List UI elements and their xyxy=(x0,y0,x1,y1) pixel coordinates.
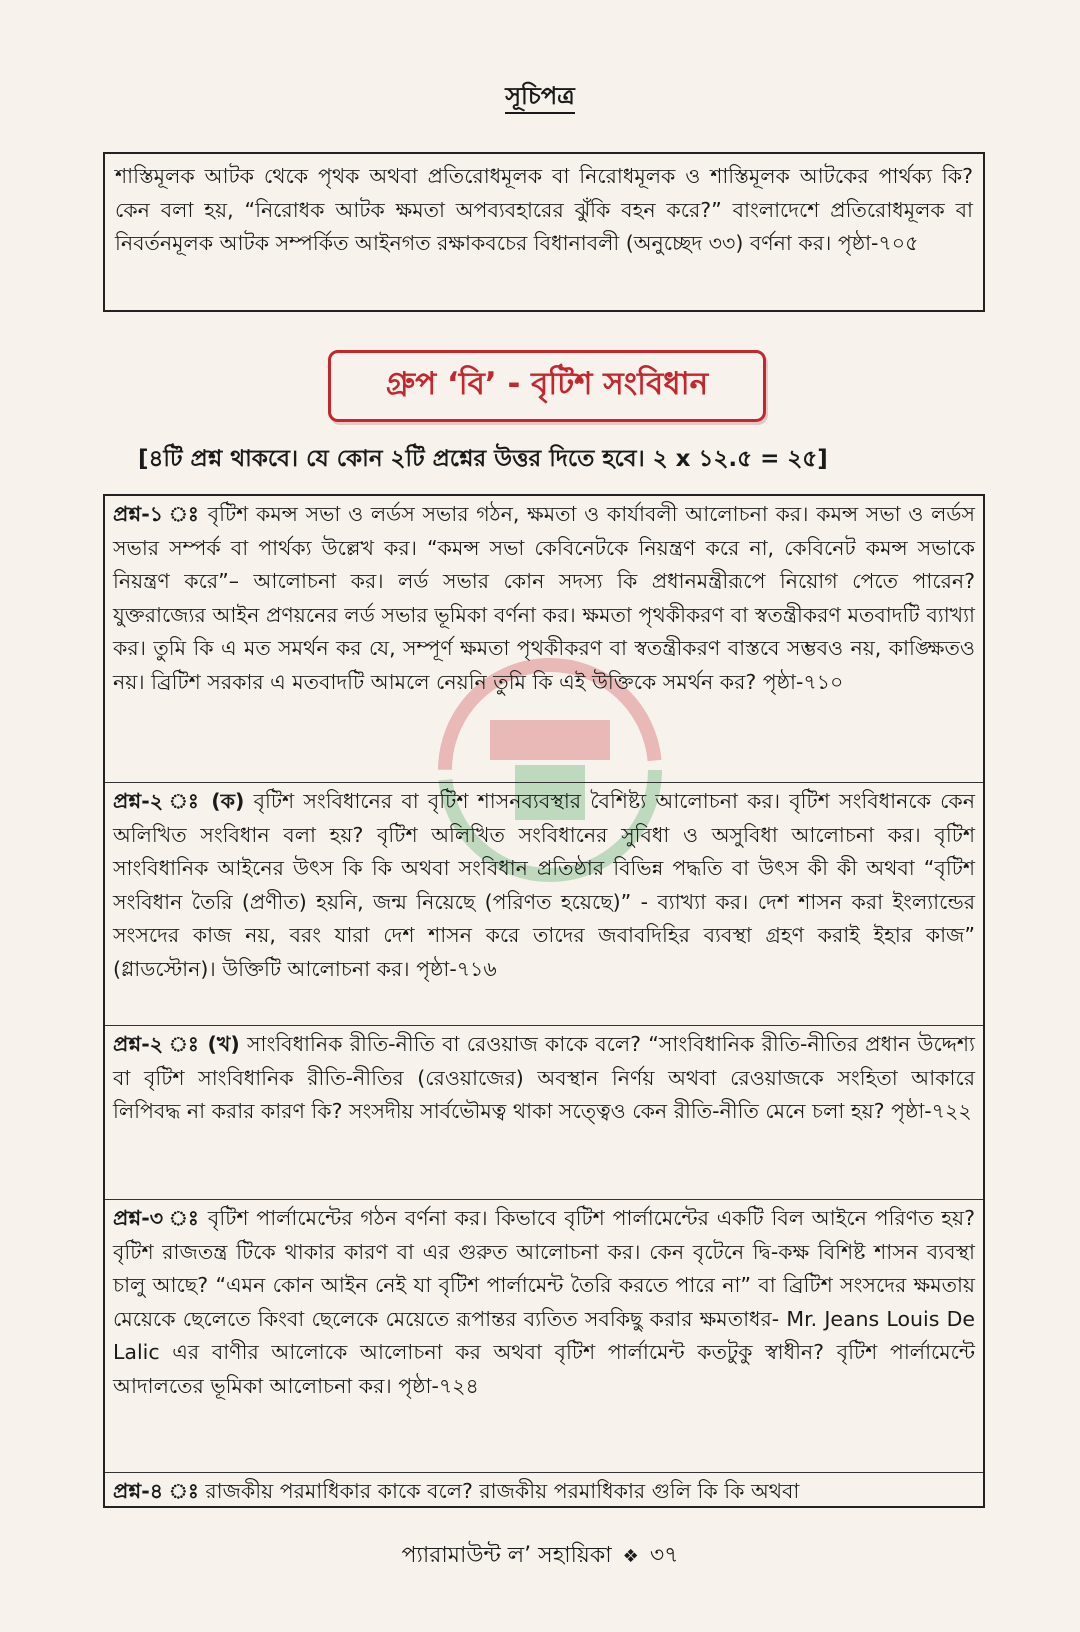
question-text: বৃটিশ কমন্স সভা ও লর্ডস সভার গঠন, ক্ষমতা ও কার্যাবলী আলোচনা কর। কমন্স সভা ও লর্ডস সভার সম্পর্ক বা পার্থক্য উল্লেখ কর। “কমন্স সভা কেবিনেটকে নিয়ন্ত্রণ করে না, কেবিনেট কমন্স সভাকে নিয়ন্ত্রণ করে”– আলোচনা কর। লর্ড সভার কোন সদস্য কি প্রধানমন্ত্রীরূপে নিয়োগ পেতে পারেন? যুক্তরাজ্যের আইন প্রণয়নের লর্ড সভার ভূমিকা বর্ণনা কর। ক্ষমতা পৃথকীকরণ বা স্বতন্ত্রীকরণ মতবাদটি ব্যাখ্যা কর। তুমি কি এ মত সমর্থন কর যে, সম্পূর্ণ ক্ষমতা পৃথকীকরণ বা স্বতন্ত্রীকরণ বাস্তবে সম্ভবও নয়, কাঙ্ক্ষিতও নয়। ব্রিটিশ সরকার এ মতবাদটি আমলে নেয়নি তুমি কি এই উক্তিকে সমর্থন কর? পৃষ্ঠা-৭১০ xyxy=(113,502,975,694)
intro-question-text: শাস্তিমূলক আটক থেকে পৃথক অথবা প্রতিরোধমূলক বা নিরোধমূলক ও শাস্তিমূলক আটকের পার্থক্য কি? কেন বলা হয়, “নিরোধক আটক ক্ষমতা অপব্যবহারের ঝুঁকি বহন করে?” বাংলাদেশে প্রতিরোধমূলক বা নিবর্তনমূলক আটক সম্পর্কিত আইনগত রক্ষাকবচের বিধানাবলী (অনুচ্ছেদ ৩৩) বর্ণনা কর। পৃষ্ঠা-৭০৫ xyxy=(115,164,973,255)
question-text: রাজকীয় পরমাধিকার কাকে বলে? রাজকীয় পরমাধিকার গুলি কি কি অথবা xyxy=(205,1479,800,1503)
question-row xyxy=(105,783,983,1026)
footer-separator-icon: ❖ xyxy=(622,1546,639,1567)
question-row xyxy=(105,496,983,783)
question-number: প্রশ্ন-৩ ঃ xyxy=(113,1206,201,1230)
page-number: ৩৭ xyxy=(649,1543,679,1568)
question-row xyxy=(105,1026,983,1200)
group-title: গ্রুপ ‘বি’ - বৃটিশ সংবিধান xyxy=(385,366,709,402)
page-title: সূচিপত্র xyxy=(505,82,575,114)
page-header xyxy=(0,78,1080,118)
intro-question-box xyxy=(103,152,985,312)
book-title: প্যারামাউন্ট ল’ সহায়িকা xyxy=(401,1543,612,1568)
question-row xyxy=(105,1473,983,1506)
questions-table xyxy=(103,494,985,1508)
group-title-box xyxy=(328,350,766,422)
marks-instruction: [৪টি প্রশ্ন থাকবে। যে কোন ২টি প্রশ্নের উত্তর দিতে হবে। ২ x ১২.৫ = ২৫] xyxy=(138,446,828,472)
question-number: প্রশ্ন-৪ ঃ xyxy=(113,1479,199,1503)
question-number: প্রশ্ন-১ ঃ xyxy=(113,502,201,526)
question-text: বৃটিশ সংবিধানের বা বৃটিশ শাসনব্যবস্থার বৈশিষ্ট্য আলোচনা কর। বৃটিশ সংবিধানকে কেন অলিখিত সংবিধান বলা হয়? বৃটিশ অলিখিত সংবিধানের সুবিধা ও অসুবিধা আলোচনা কর। বৃটিশ সাংবিধানিক আইনের উৎস কি কি অথবা সংবিধান প্রতিষ্ঠার বিভিন্ন পদ্ধতি বা উৎস কী কী অথবা “বৃটিশ সংবিধান তৈরি (প্রণীত) হয়নি, জন্ম নিয়েছে (পরিণত হয়েছে)” - ব্যাখ্যা কর। দেশ শাসন করা ইংল্যান্ডের সংসদের কাজ নয়, বরং যারা দেশ শাসন করে তাদের জবাবদিহির ব্যবস্থা গ্রহণ করাই ইহার কাজ” (গ্লাডস্টোন)। উক্তিটি আলোচনা কর। পৃষ্ঠা-৭১৬ xyxy=(113,789,975,981)
question-number: প্রশ্ন-২ ঃ (খ) xyxy=(113,1032,240,1056)
question-text: বৃটিশ পার্লামেন্টের গঠন বর্ণনা কর। কিভাবে বৃটিশ পার্লামেন্টের একটি বিল আইনে পরিণত হয়? বৃটিশ রাজতন্ত্র টিকে থাকার কারণ বা এর গুরুত আলোচনা কর। কেন বৃটেনে দ্বি-কক্ষ বিশিষ্ট শাসন ব্যবস্থা চালু আছে? “এমন কোন আইন নেই যা বৃটিশ পার্লামেন্ট তৈরি করতে পারে না” বা ব্রিটিশ সংসদের ক্ষমতায় মেয়েকে ছেলেতে কিংবা ছেলেকে মেয়েতে রূপান্তর ব্যতিত সবকিছু করার ক্ষমতাধর- Mr. Jeans Louis De Lalic এর বাণীর আলোকে আলোচনা কর অথবা বৃটিশ পার্লামেন্ট কতটুকু স্বাধীন? বৃটিশ পার্লামেন্টে আদালতের ভূমিকা আলোচনা কর। পৃষ্ঠা-৭২৪ xyxy=(113,1206,975,1398)
question-text: সাংবিধানিক রীতি-নীতি বা রেওয়াজ কাকে বলে? “সাংবিধানিক রীতি-নীতির প্রধান উদ্দেশ্য বা বৃটিশ সাংবিধানিক রীতি-নীতির (রেওয়াজের) অবস্থান নির্ণয় অথবা রেওয়াজকে সংহিতা আকারে লিপিবদ্ধ না করার কারণ কি? সংসদীয় সার্বভৌমত্ব থাকা সত্ত্বেও কেন রীতি-নীতি মেনে চলা হয়? পৃষ্ঠা-৭২২ xyxy=(113,1032,975,1124)
question-row xyxy=(105,1200,983,1473)
page-footer xyxy=(0,1538,1080,1575)
question-number: প্রশ্ন-২ ঃ (ক) xyxy=(113,789,245,813)
